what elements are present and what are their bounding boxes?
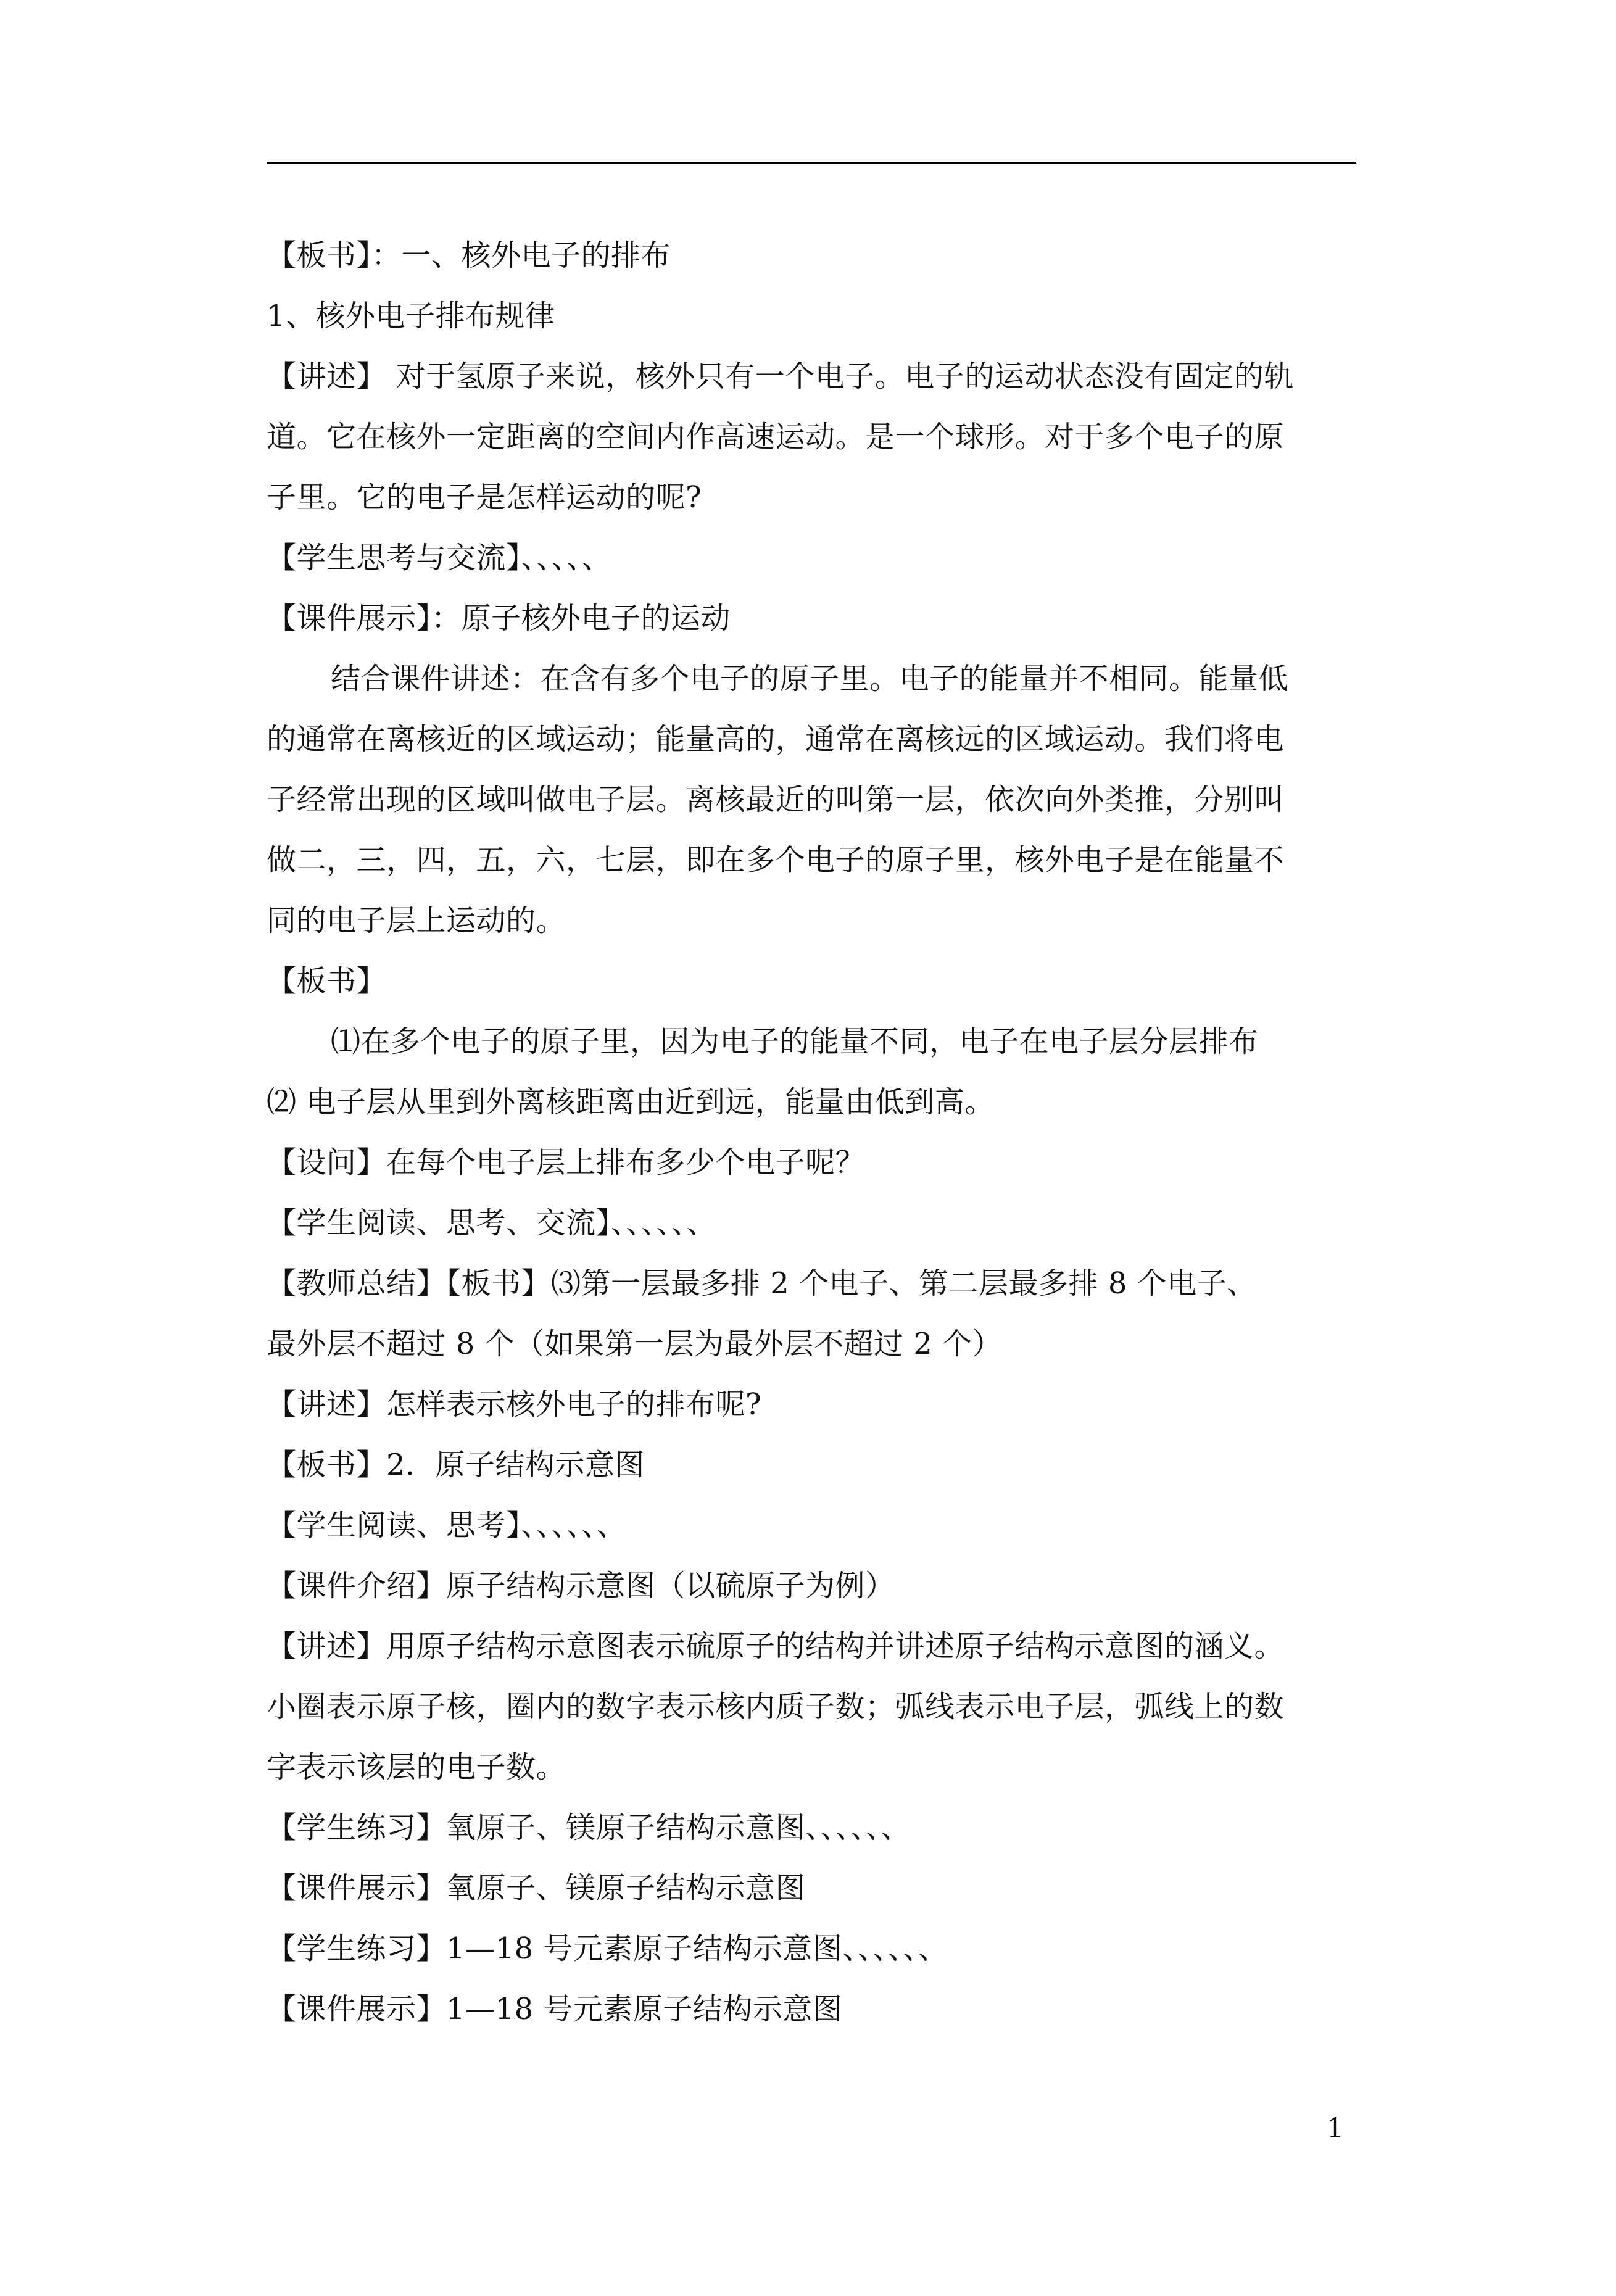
text-line: 子里。它的电子是怎样运动的呢? <box>267 480 702 515</box>
text-line: 道。它在核外一定距离的空间内作高速运动。是一个球形。对于多个电子的原 <box>267 420 1285 454</box>
text-line: 【学生阅读、思考】、、、、、、 <box>267 1508 627 1543</box>
text-line: 【课件展示】氧原子、镁原子结构示意图 <box>267 1871 806 1905</box>
text-line: 【板书】：一、核外电子的排布 <box>267 238 671 273</box>
text-line: 【讲述】用原子结构示意图表示硫原子的结构并讲述原子结构示意图的涵义。 <box>267 1629 1285 1664</box>
text-line: 【板书】2．原子结构示意图 <box>267 1448 645 1482</box>
text-line: 【讲述】怎样表示核外电子的排布呢? <box>267 1387 762 1422</box>
text-line: 同的电子层上运动的。 <box>267 903 566 938</box>
text-line: 【学生练习】1—18 号元素原子结构示意图、、、、、、 <box>267 1931 948 1966</box>
text-line: 小圈表示原子核，圈内的数字表示核内质子数；弧线表示电子层，弧线上的数 <box>267 1689 1285 1724</box>
text-line: 【学生练习】氧原子、镁原子结构示意图、、、、、、 <box>267 1810 911 1845</box>
text-line: 【学生阅读、思考、交流】、、、、、、 <box>267 1206 717 1240</box>
text-line: 子经常出现的区域叫做电子层。离核最近的叫第一层，依次向外类推，分别叫 <box>267 782 1285 817</box>
text-line: 【板书】 <box>267 964 387 998</box>
text-line: 字表示该层的电子数。 <box>267 1750 566 1784</box>
text-line: 【学生思考与交流】、、、、、 <box>267 541 612 575</box>
text-line: 做二，三，四，五，六，七层，即在多个电子的原子里，核外电子是在能量不 <box>267 843 1285 877</box>
document-body <box>267 225 1362 2039</box>
text-line: ⑴在多个电子的原子里，因为电子的能量不同，电子在电子层分层排布 <box>331 1024 1259 1059</box>
text-line: 最外层不超过 8 个（如果第一层为最外层不超过 2 个） <box>267 1327 1003 1361</box>
text-line: 【课件展示】：原子核外电子的运动 <box>267 601 731 636</box>
text-line: 1、核外电子排布规律 <box>267 299 555 333</box>
text-line: 【讲述】 对于氢原子来说，核外只有一个电子。电子的运动状态没有固定的轨 <box>267 359 1294 394</box>
text-line: 【课件展示】1—18 号元素原子结构示意图 <box>267 1992 843 2026</box>
text-line: 结合课件讲述：在含有多个电子的原子里。电子的能量并不相同。能量低 <box>331 661 1289 696</box>
text-line: ⑵ 电子层从里到外离核距离由近到远，能量由低到高。 <box>267 1085 995 1119</box>
text-line: 【课件介绍】原子结构示意图（以硫原子为例） <box>267 1569 895 1603</box>
page-number: 1 <box>1327 2113 1344 2144</box>
text-line: 的通常在离核近的区域运动；能量高的，通常在离核远的区域运动。我们将电 <box>267 722 1285 756</box>
text-line: 【教师总结】【板书】⑶第一层最多排 2 个电子、第二层最多排 8 个电子、 <box>267 1266 1257 1301</box>
header-rule <box>267 162 1356 164</box>
text-line: 【设问】在每个电子层上排布多少个电子呢？ <box>267 1145 866 1180</box>
